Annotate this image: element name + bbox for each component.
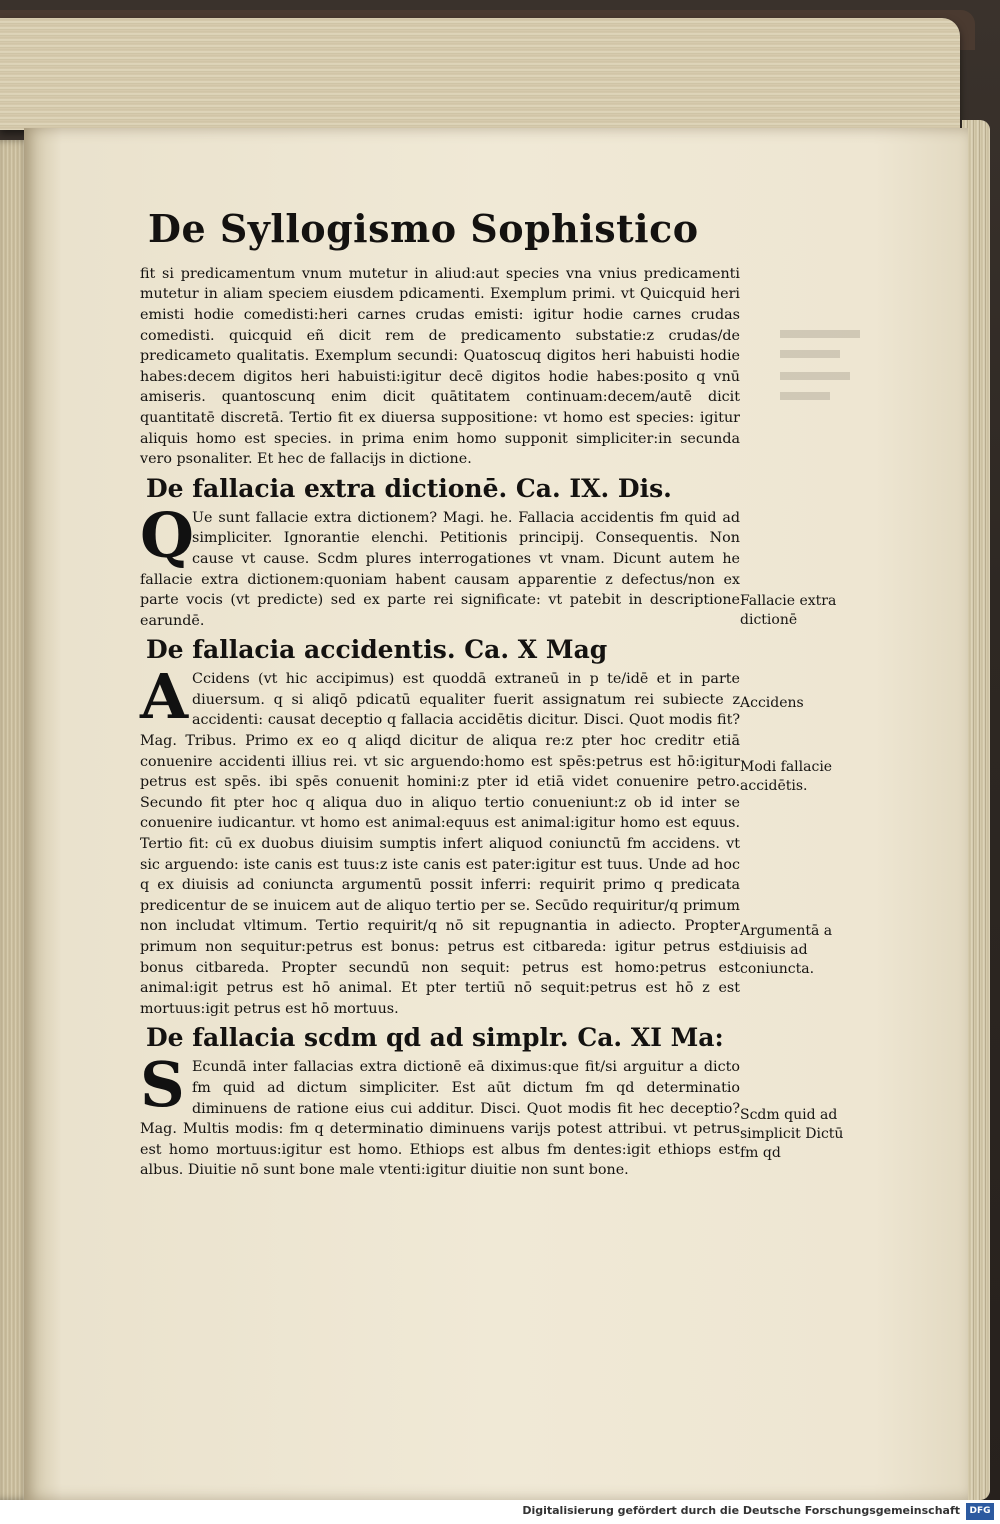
margin-note-argumenta: Argumentā a diuisis ad coniuncta.	[740, 923, 833, 977]
running-head: De Syllogismo Sophistico	[148, 206, 699, 251]
heading-accidentis: De fallacia accidentis. Ca. X Mag	[146, 635, 608, 665]
section-accidentis	[140, 660, 740, 1019]
margin-note-secundum: Scdm quid ad simplicit Dictū fm qd	[740, 1107, 844, 1161]
paragraph-accidentis: Ccidens (vt hic accipimus) est quoddā extraneū in p te/idē et in parte diuersum. q si aliqō pdicatū equaliter fuerit assignatum rei subiecte z accidenti: causat deceptio q fallacia accidētis dicitur. Disci. Quot modis fit? Mag. Tribus. Primo ex eo q aliqd dicitur de aliqua re:z pter hoc creditr etiā conuenire accidenti illius rei. vt sic arguendo:homo est spēs:petrus est hō:igitur petrus est spēs. ibi spēs conuenit homini:z pter id etiā videt conuenire petro. Secundo fit pter hoc q aliqua duo in aliquo tertio conueniunt:z ob id inter se conuenire iudicantur. vt homo est animal:equus est animal:igitur homo est equus. Tertio fit: cū ex duobus diuisim sumptis infert aliquod coniunctū fm accidens. vt sic arguendo: iste canis est tuus:z iste canis est pater:igitur est tuus. Unde ad hoc q ex diuisis ad coniuncta argumentū possit inferri: requirit primo q predicata predicentur de se inuicem aut de aliquo tertio per se. Secūdo requiritur/q primum non includat vltimum. Tertio requirit/q nō sit repugnantia in adiecto. Propter primum non sequitur:petrus est bonus: petrus est citbareda: igitur petrus est bonus citbareda. Propter secundū non sequit: petrus est homo:petrus est animal:igit petrus est hō animal. Et pter tertiū nō sequit:petrus est hō z est mortuus:igit petrus est hō mortuus.	[140, 671, 740, 1017]
heading-extra-dictionem: De fallacia extra dictionē. Ca. IX. Dis.	[146, 473, 672, 503]
decorated-initial: Q	[140, 498, 195, 572]
heading-secundum-quid: De fallacia scdm qd ad simplr. Ca. XI Ma:	[146, 1023, 724, 1053]
margin-note-modi: Modi fallacie accidētis.	[740, 759, 833, 794]
show-through-text	[780, 372, 850, 380]
section-extra-dictionem	[140, 498, 740, 632]
paragraph-secundum-quid: Ecundā inter fallacias extra dictionē eā diximus:que fit/si arguitur a dicto fm quid ad dictum simpliciter. Est aūt dictum fm qd determinatio diminuens de ratione eius cui additur. Disci. Quot modis fit hec deceptio? Mag. Multis modis: fm q determinatio diminuens varijs potest attribui. vt petrus est homo mortuus:igitur est homo. Ethiops est albus fm dentes:igit ethiops est albus. Diuitie nō sunt bone male vtenti:igitur diuitie non sunt bone.	[140, 1059, 740, 1179]
margin-note-fallacie: Fallacie extra dictionē	[740, 593, 837, 628]
margin-note-accidens: Accidens	[740, 695, 804, 711]
section-secundum-quid	[140, 1048, 740, 1181]
show-through-text	[780, 350, 840, 358]
book-edge-top	[0, 18, 960, 130]
decorated-initial: A	[140, 660, 189, 734]
show-through-text	[780, 392, 830, 400]
page-content	[140, 208, 740, 1181]
decorated-initial: S	[140, 1048, 185, 1122]
paragraph-extra-dictionem: Ue sunt fallacie extra dictionem? Magi. he. Fallacia accidentis fm quid ad simpliciter. Ignorantie elenchi. Petitionis principij. Consequentis. Non cause vt cause. Scdm plures interrogationes vt vnam. Dicunt autem he fallacie extra dictionem:quoniam habent causam apparentie z defectus/non ex parte vocis (vt predicte) sed ex parte rei significate: vt patebit in descriptione earundē.	[140, 509, 740, 629]
dfg-logo: DFG	[966, 1503, 994, 1520]
intro-paragraph: fit si predicamentum vnum mutetur in aliud:aut species vna vnius predicamenti mutetur in aliam speciem eiusdem pdicamenti. Exemplum primi. vt Quicquid heri emisti hodie comedisti:heri carnes crudas emisti: igitur hodie carnes crudas comedisti. quicquid eñ dicit rem de predicamento substatie:z crudas/de predicameto qualitatis. Exemplum secundi: Quatoscuq digitos heri habuisti hodie habes:decem digitos heri habuisti:igitur decē digitos hodie habes:posito q vnū amiseris. quantoscunq enim dicit quātitatem continuam:decem/autē dicit quantitatē discretā. Tertio fit ex diuersa suppositione: vt homo est species: igitur aliquis homo est species. in prima enim homo supponit simpliciter:in secunda vero psonaliter. Et hec de fallacijs in dictione.	[140, 265, 740, 468]
footer-credit: Digitalisierung gefördert durch die Deutsche Forschungsgemeinschaft	[522, 1504, 960, 1517]
show-through-text	[780, 330, 860, 338]
